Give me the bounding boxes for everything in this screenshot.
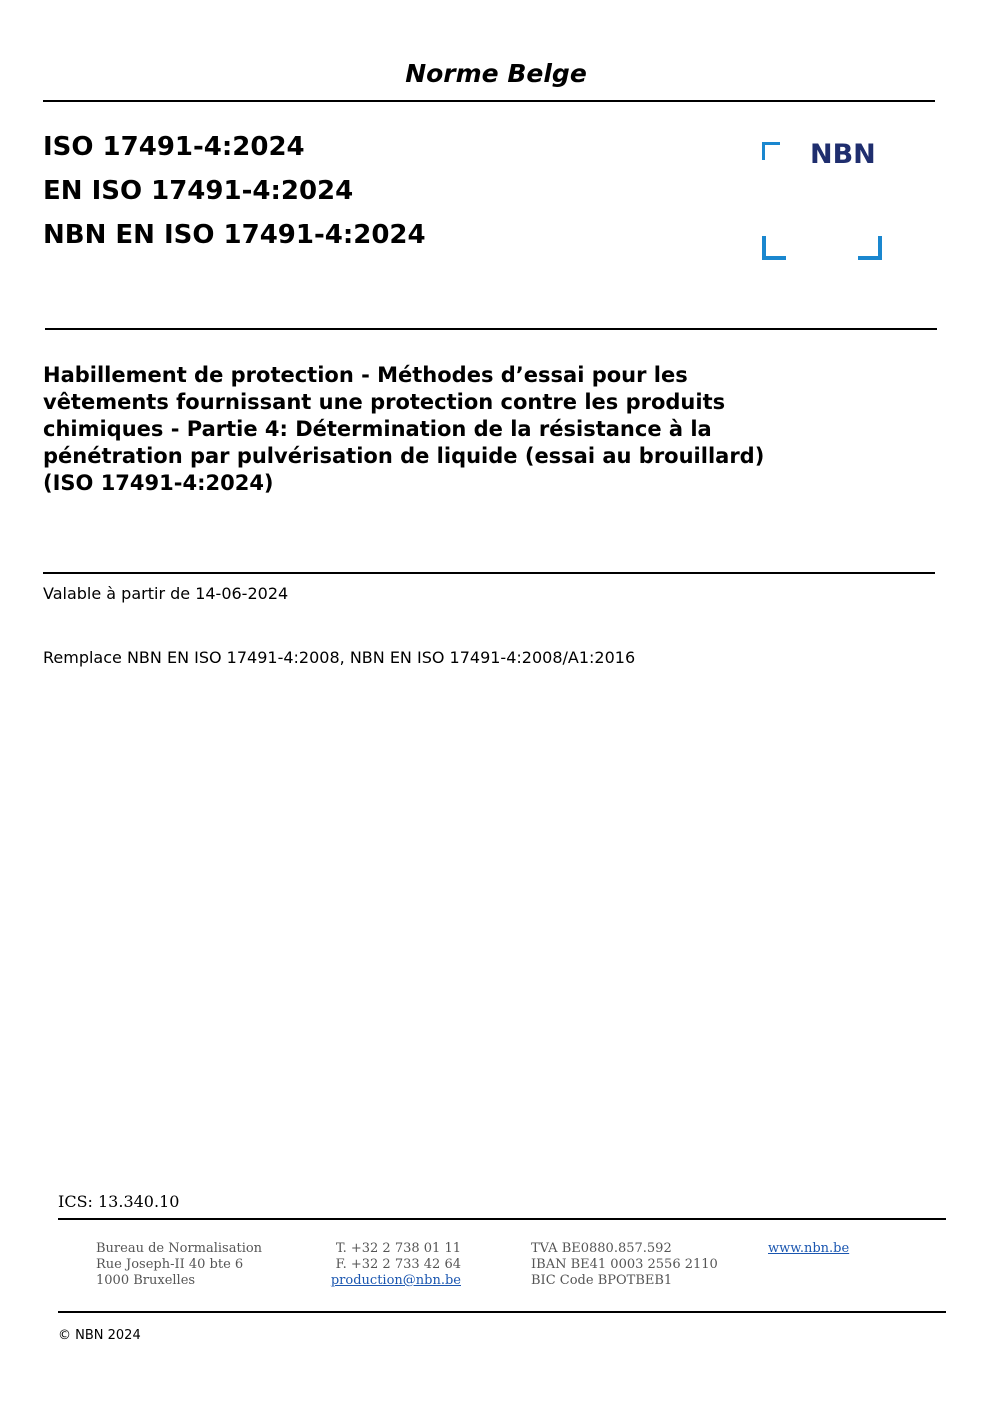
logo-bracket-top-left-icon	[762, 142, 780, 160]
logo-bracket-bottom-left-icon	[762, 236, 786, 260]
title-line: Habillement de protection - Méthodes d’essai pour les	[43, 363, 688, 387]
title-divider-bottom	[43, 572, 935, 574]
document-header-title: Norme Belge	[405, 59, 587, 88]
ics-code: ICS: 13.340.10	[58, 1192, 180, 1211]
fax-number: F. +32 2 733 42 64	[335, 1257, 461, 1272]
logo-text: NBN	[810, 139, 876, 170]
title-line: (ISO 17491-4:2024)	[43, 471, 274, 495]
title-line: pénétration par pulvérisation de liquide (essai au brouillard)	[43, 444, 765, 468]
footer-banking	[531, 1241, 718, 1289]
nbn-logo	[760, 140, 886, 266]
footer-divider-top	[58, 1218, 946, 1220]
validity-date: Valable à partir de 14-06-2024	[43, 584, 289, 603]
en-iso-number: EN ISO 17491-4:2024	[43, 176, 354, 206]
vat-number: TVA BE0880.857.592	[531, 1241, 672, 1256]
copyright-notice: © NBN 2024	[58, 1328, 141, 1343]
address-line: 1000 Bruxelles	[96, 1273, 196, 1288]
logo-bracket-bottom-right-icon	[858, 236, 882, 260]
footer-website	[768, 1241, 849, 1257]
footer-divider-bottom	[58, 1311, 946, 1313]
title-line: chimiques - Partie 4: Détermination de la résistance à la	[43, 417, 712, 441]
address-line: Rue Joseph-II 40 bte 6	[96, 1257, 244, 1272]
document-title	[43, 362, 913, 497]
phone-number: T. +32 2 738 01 11	[335, 1241, 461, 1256]
title-line: vêtements fournissant une protection contre les produits	[43, 390, 726, 414]
iban-number: IBAN BE41 0003 2556 2110	[531, 1257, 718, 1272]
header-divider	[43, 100, 935, 102]
email-link[interactable]: production@nbn.be	[330, 1273, 461, 1288]
replaces-standards: Remplace NBN EN ISO 17491-4:2008, NBN EN ISO 17491-4:2008/A1:2016	[43, 648, 636, 667]
iso-number: ISO 17491-4:2024	[43, 132, 305, 162]
address-line: Bureau de Normalisation	[96, 1241, 263, 1256]
website-link[interactable]: www.nbn.be	[768, 1241, 850, 1256]
title-divider-top	[45, 328, 937, 330]
footer-contact	[328, 1241, 461, 1289]
footer-address	[96, 1241, 262, 1289]
bic-code: BIC Code BPOTBEB1	[531, 1273, 673, 1288]
nbn-en-iso-number: NBN EN ISO 17491-4:2024	[43, 220, 426, 250]
